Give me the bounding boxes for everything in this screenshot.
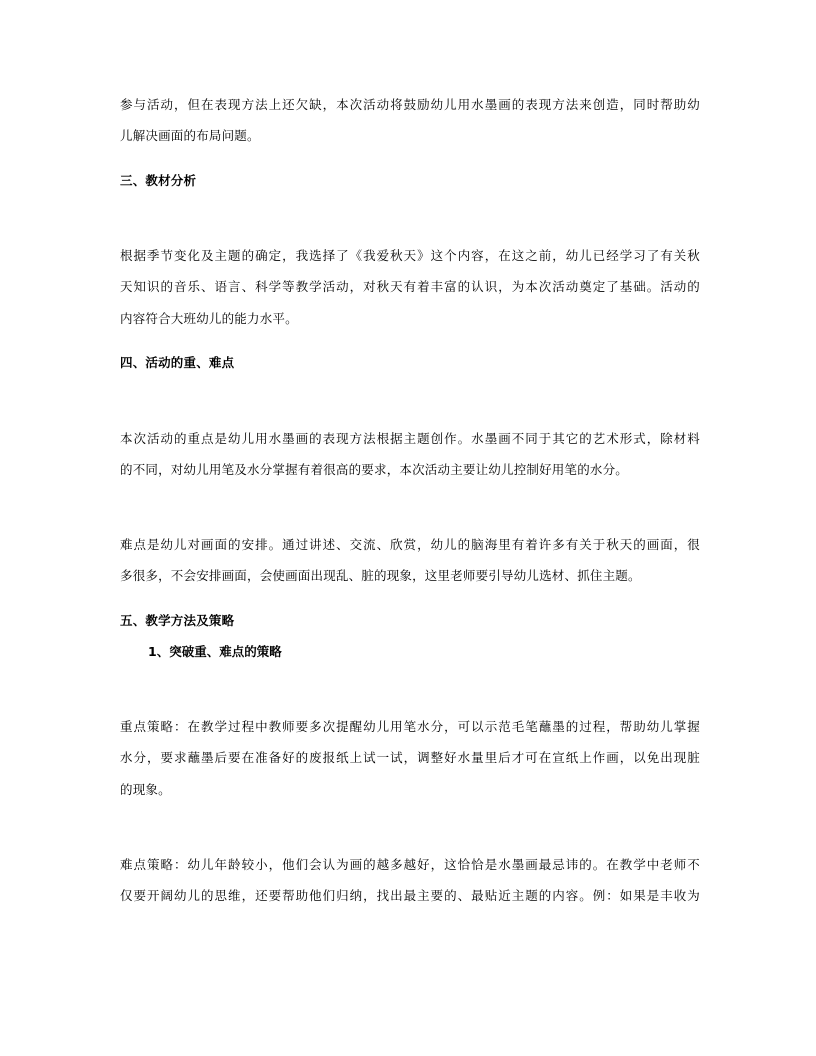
key-point-paragraph-line-2: 的不同，对幼儿用笔及水分掌握有着很高的要求，本次活动主要让幼儿控制好用笔的水分。 bbox=[120, 462, 629, 477]
difficult-strategy-paragraph-line-2: 仅要开阔幼儿的思维，还要帮助他们归纳，找出最主要的、最贴近主题的内容。例：如果是丰收为 bbox=[120, 888, 700, 903]
key-strategy-paragraph-line-3: 的现象。 bbox=[120, 782, 171, 797]
materials-paragraph-line-3: 内容符合大班幼儿的能力水平。 bbox=[120, 311, 298, 326]
key-strategy-paragraph-line-1: 重点策略：在教学过程中教师要多次提醒幼儿用笔水分，可以示范毛笔蘸墨的过程，帮助幼儿掌握 bbox=[120, 719, 700, 734]
section-heading-materials-analysis: 三、教材分析 bbox=[120, 173, 197, 188]
materials-paragraph-line-1: 根据季节变化及主题的确定，我选择了《我爱秋天》这个内容，在这之前，幼儿已经学习了有关秋 bbox=[120, 248, 700, 263]
difficult-point-paragraph-line-1: 难点是幼儿对画面的安排。通过讲述、交流、欣赏，幼儿的脑海里有着许多有关于秋天的画面，很 bbox=[120, 537, 700, 552]
difficult-point-paragraph-line-2: 多很多，不会安排画面，会使画面出现乱、脏的现象，这里老师要引导幼儿选材、抓住主题。 bbox=[120, 568, 641, 583]
difficult-strategy-paragraph-line-1: 难点策略：幼儿年龄较小，他们会认为画的越多越好，这恰恰是水墨画最忌讳的。在教学中老师不 bbox=[120, 857, 700, 872]
subheading-breakthrough-strategy: 1、突破重、难点的策略 bbox=[148, 644, 282, 659]
key-strategy-paragraph-line-2: 水分，要求蘸墨后要在准备好的废报纸上试一试，调整好水量里后才可在宣纸上作画，以免出现脏 bbox=[120, 750, 700, 765]
materials-paragraph-line-2: 天知识的音乐、语言、科学等教学活动，对秋天有着丰富的认识，为本次活动奠定了基础。活动的 bbox=[120, 279, 700, 294]
intro-line-1: 参与活动，但在表现方法上还欠缺，本次活动将鼓励幼儿用水墨画的表现方法来创造，同时帮助幼 bbox=[120, 97, 700, 112]
intro-line-2: 儿解决画面的布局问题。 bbox=[120, 128, 260, 143]
key-point-paragraph-line-1: 本次活动的重点是幼儿用水墨画的表现方法根据主题创作。水墨画不同于其它的艺术形式，除材料 bbox=[120, 431, 700, 446]
section-heading-teaching-methods: 五、教学方法及策略 bbox=[120, 613, 235, 628]
section-heading-key-difficult-points: 四、活动的重、难点 bbox=[120, 355, 235, 370]
